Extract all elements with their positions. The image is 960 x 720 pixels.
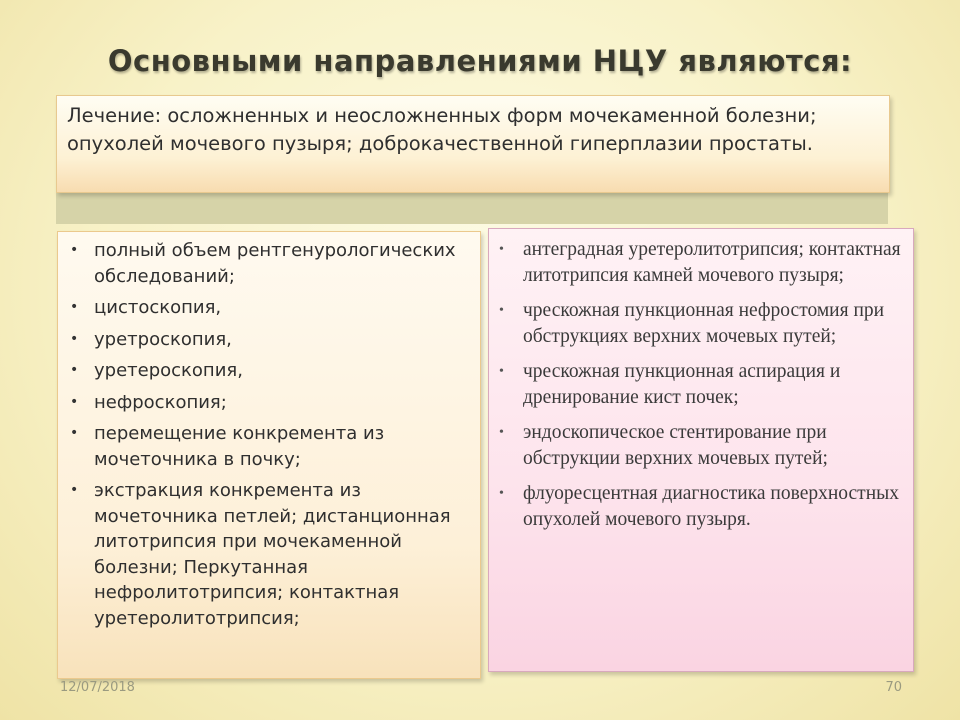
bullet-icon: • xyxy=(70,425,79,441)
list-item xyxy=(68,327,470,353)
list-item xyxy=(68,390,470,416)
left-column-box xyxy=(57,231,481,679)
right-column-box xyxy=(488,228,914,672)
list-item-text: флуоресцентная диагностика поверхностных опухолей мочевого пузыря. xyxy=(523,483,899,530)
list-item xyxy=(497,481,903,533)
list-item-text: цистоскопия, xyxy=(94,297,222,318)
list-item xyxy=(497,420,903,472)
left-bullet-list xyxy=(68,238,470,631)
list-item xyxy=(68,238,470,289)
list-item-text: антеградная уретеролитотрипсия; контактная литотрипсия камней мочевого пузыря; xyxy=(523,239,901,286)
page-number: 70 xyxy=(885,680,902,695)
list-item-text: полный объем рентгенурологических обследований; xyxy=(94,240,456,287)
bullet-icon: • xyxy=(499,486,504,501)
list-item-text: эндоскопическое стентирование при обструкции верхних мочевых путей; xyxy=(523,422,828,469)
list-item xyxy=(68,478,470,631)
bullet-icon: • xyxy=(70,242,79,258)
bullet-icon: • xyxy=(70,299,79,315)
list-item xyxy=(497,237,903,289)
intro-shadow-band xyxy=(56,190,888,224)
list-item xyxy=(497,298,903,350)
list-item-text: экстракция конкремента из мочеточника петлей; дистанционная литотрипсия при мочекаменной болезни; Перкутанная нефролитотрипсия; контактная уретеролитотрипсия; xyxy=(94,480,451,629)
bullet-icon: • xyxy=(70,362,79,378)
slide-title: Основными направлениями НЦУ являются: xyxy=(107,44,853,78)
list-item xyxy=(68,358,470,384)
list-item-text: чрескожная пункционная аспирация и дренирование кист почек; xyxy=(523,361,841,408)
bullet-icon: • xyxy=(70,393,79,410)
list-item xyxy=(68,295,470,321)
bullet-icon: • xyxy=(499,364,504,379)
list-item xyxy=(497,359,903,411)
list-item xyxy=(68,421,470,472)
list-item-text: чрескожная пункционная нефростомия при обструкциях верхних мочевых путей; xyxy=(523,300,885,347)
list-item-text: уретероскопия, xyxy=(94,360,243,381)
footer-date: 12/07/2018 xyxy=(60,680,135,695)
intro-box: Лечение: осложненных и неосложненных форм мочекаменной болезни; опухолей мочевого пузыря; доброкачественной гиперплазии простаты. xyxy=(56,95,890,193)
bullet-icon: • xyxy=(70,482,79,498)
bullet-icon: • xyxy=(499,425,504,440)
list-item-text: уретроскопия, xyxy=(94,328,232,350)
list-item-text: перемещение конкремента из мочеточника в почку; xyxy=(94,423,385,470)
bullet-icon: • xyxy=(499,242,504,257)
right-bullet-list xyxy=(497,237,903,533)
bullet-icon: • xyxy=(70,330,79,347)
list-item-text: нефроскопия; xyxy=(94,391,227,413)
bullet-icon: • xyxy=(499,303,504,318)
